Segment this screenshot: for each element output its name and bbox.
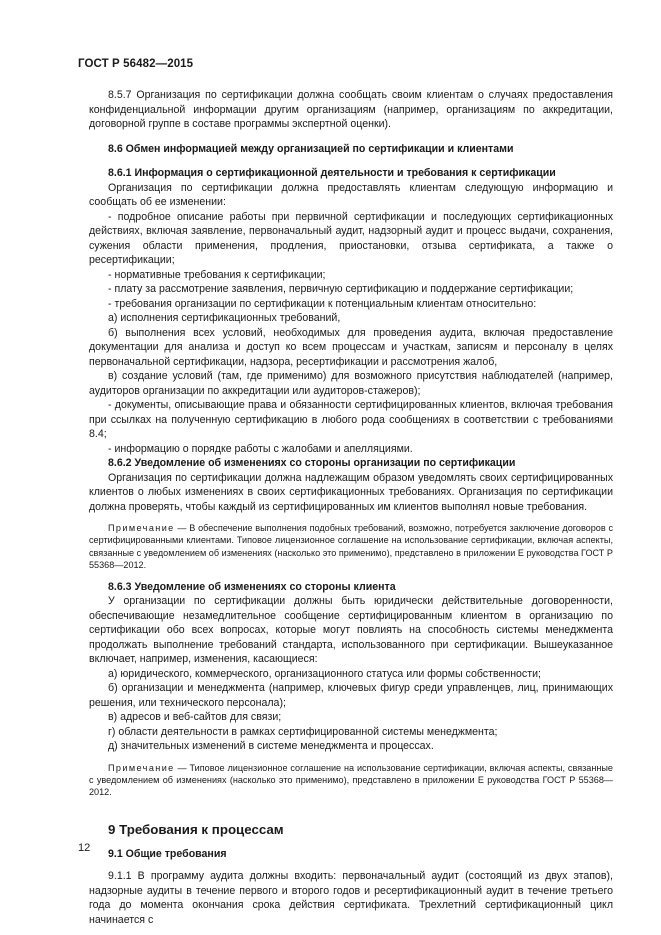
paragraph-8-5-7: 8.5.7 Организация по сертификации должна сообщать своим клиентам о случаях предоставления конфиденциальной информации другим организациям (например, организациям по аккредитации, договорной группе в составе программы экспертной оценки).	[89, 89, 613, 130]
note-text: — Типовое лицензионное соглашение на использование сертификации, включая аспекты, связанные с уведомлением об изменениях (насколько это применимо), представлено в приложении Е руководства ГОСТ Р 55368—2012.	[89, 762, 613, 798]
list-item: а) юридического, коммерческого, организационного статуса или формы собственности;	[108, 667, 541, 680]
page-content	[89, 88, 613, 927]
list-item: - плату за рассмотрение заявления, первичную сертификацию и поддержание сертификации;	[108, 283, 574, 295]
document-code: ГОСТ Р 56482—2015	[78, 58, 194, 70]
heading-8-6-1: 8.6.1 Информация о сертификационной деятельности и требования к сертификации	[108, 167, 556, 179]
list-item: - требования организации по сертификации к потенциальным клиентам относительно:	[108, 297, 537, 310]
paragraph-9-1-1: 9.1.1 В программу аудита должны входить: первоначальный аудит (состоящий из двух этапов), надзорные аудиты в течение первого и второго годов и ресертификационный аудит в течение третьего года до момента окончания срока действия сертификата. Трехлетний сертификационный цикл начинается с	[89, 870, 613, 926]
list-item: - документы, описывающие права и обязанности сертифицированных клиентов, включая требования при ссылках на полученную сертификацию в любого рода сообщениях в соответствии с требованиями 8.4;	[89, 399, 613, 440]
list-item: б) организации и менеджмента (например, ключевых фигур среди управленцев, лиц, принимающих решения, или технического персонала);	[89, 682, 613, 709]
heading-8-6: 8.6 Обмен информацией между организацией по сертификации и клиентами	[108, 142, 514, 155]
paragraph-8-6-3: У организации по сертификации должны быть юридически действительные договоренности, обеспечивающие незамедлительное сообщение сертифицированным клиентом в организацию по сертификации обо всех вопросах, которые могут повлиять на способность системы менеджмента продолжать выполнение требований стандарта, использованного при сертификации. Вышеуказанное включает, например, изменения, касающиеся:	[89, 595, 613, 666]
list-item: в) адресов и веб-сайтов для связи;	[108, 711, 282, 724]
heading-9-1: 9.1 Общие требования	[108, 847, 227, 860]
heading-9: 9 Требования к процессам	[108, 821, 284, 837]
heading-8-6-2: 8.6.2 Уведомление об изменениях со стороны организации по сертификации	[108, 457, 516, 469]
list-item: - нормативные требования к сертификации;	[108, 268, 326, 281]
page-number: 12	[78, 842, 91, 854]
list-item: - информацию о порядке работы с жалобами и апелляциями.	[108, 442, 413, 455]
note-1	[89, 522, 613, 572]
note-label: Примечание	[108, 762, 175, 773]
note-text: — В обеспечение выполнения подобных требований, возможно, потребуется заключение договоров с сертифицированными клиентами. Типовое лицензионное соглашение на использование сертификации, включая аспекты, связанные с уведомлением об изменениях (насколько это применимо), представлено в приложении Е руководства ГОСТ Р 55368—2012.	[89, 523, 613, 571]
note-2	[89, 762, 613, 799]
list-item: в) создание условий (там, где применимо) для возможного присутствия наблюдателей (например, аудиторов организации по аккредитации или аудиторов-стажеров);	[89, 370, 613, 397]
list-item: - подробное описание работы при первичной сертификации и последующих сертификационных действиях, включая заявление, первоначальный аудит, надзорный аудит и процесс выдачи, сохранения, сужения области применения, продления, приостановки, отзыва сертификата, а также о ресертификации;	[89, 210, 613, 266]
heading-8-6-3: 8.6.3 Уведомление об изменениях со стороны клиента	[108, 580, 396, 593]
list-item: г) области деятельности в рамках сертифицированной системы менеджмента;	[108, 725, 498, 738]
list-item: а) исполнения сертификационных требований,	[108, 312, 341, 324]
list-item: б) выполнения всех условий, необходимых для проведения аудита, включая предоставление документации для анализа и доступ ко всем процессам и участкам, записям и персоналу в целях первоначальной сертификации, надзора, ресертификации и рассмотрения жалоб,	[89, 326, 613, 368]
paragraph-8-6-1-intro: Организация по сертификации должна предоставлять клиентам следующую информацию и сообщать об ее изменении:	[89, 181, 613, 208]
note-label: Примечание	[108, 523, 175, 533]
paragraph-8-6-2: Организация по сертификации должна надлежащим образом уведомлять своих сертифицированных клиентов о любых изменениях в своих сертификационных требованиях. Организация по сертификации должна проверять, чтобы каждый из сертифицированных им клиентов выполнял новые требования.	[89, 471, 613, 513]
list-item: д) значительных изменений в системе менеджмента и процессах.	[108, 740, 434, 753]
